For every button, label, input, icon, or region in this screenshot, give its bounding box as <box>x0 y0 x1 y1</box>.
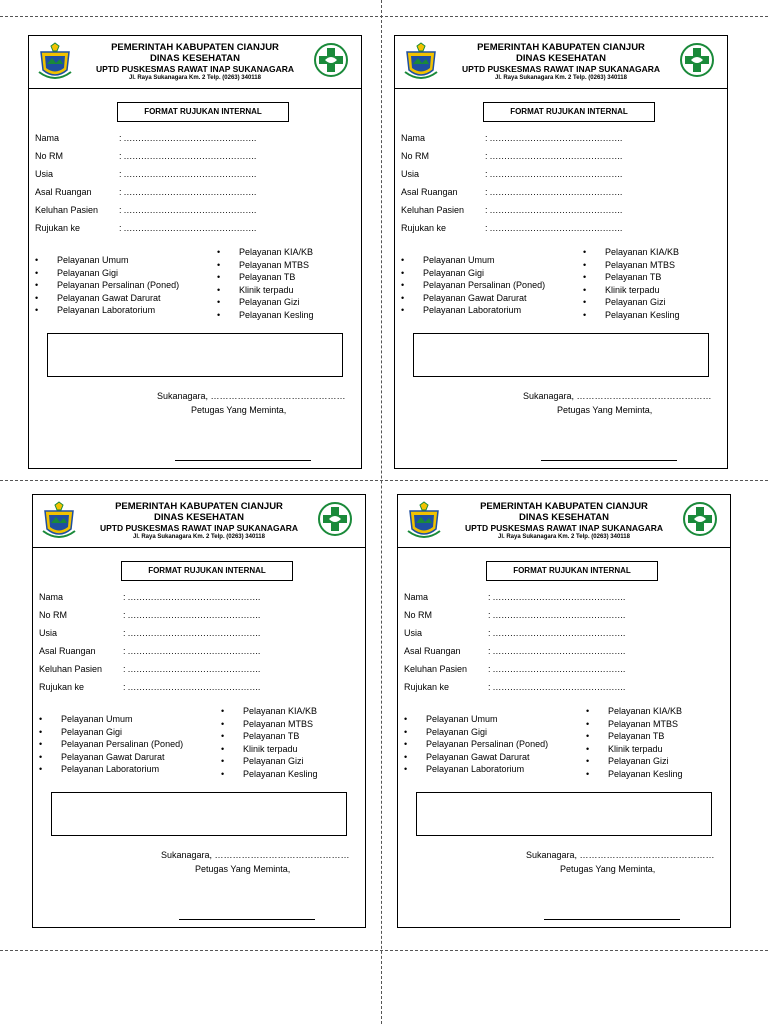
service-label: Pelayanan Laboratorium <box>423 305 522 316</box>
form-title: FORMAT RUJUKAN INTERNAL <box>121 561 293 581</box>
bullet-icon: • <box>221 706 225 716</box>
header-department: DINAS KESEHATAN <box>154 512 244 523</box>
puskesmas-logo-icon <box>682 501 718 537</box>
bullet-icon: • <box>39 764 43 775</box>
service-item <box>217 247 313 257</box>
service-label: Pelayanan Persalinan (Poned) <box>423 280 546 291</box>
service-label: Pelayanan Gawat Darurat <box>423 292 527 303</box>
referral-form-card <box>32 494 366 928</box>
service-item <box>586 706 682 716</box>
field-row <box>35 187 256 197</box>
service-item <box>583 297 666 307</box>
field-value[interactable]: : ………………………………………. <box>485 205 623 215</box>
service-item <box>401 268 484 278</box>
field-label: Keluhan Pasien <box>401 205 465 215</box>
header-department: DINAS KESEHATAN <box>516 53 606 64</box>
service-label: Pelayanan TB <box>605 272 662 283</box>
bullet-icon: • <box>586 718 590 729</box>
service-item <box>404 764 524 774</box>
bullet-icon: • <box>221 718 225 729</box>
field-value[interactable]: : ………………………………………. <box>485 187 623 197</box>
service-item <box>217 285 294 295</box>
service-label: Pelayanan Gawat Darurat <box>57 292 161 303</box>
bullet-icon: • <box>221 743 225 754</box>
service-label: Pelayanan Laboratorium <box>57 305 156 316</box>
service-item <box>586 731 664 741</box>
field-row <box>39 610 260 620</box>
field-row <box>39 592 260 602</box>
service-item <box>401 255 495 265</box>
service-label: Pelayanan Persalinan (Poned) <box>61 739 184 750</box>
service-label: Klinik terpadu <box>243 743 298 754</box>
bullet-icon: • <box>217 247 221 257</box>
field-row <box>401 151 622 161</box>
service-label: Pelayanan MTBS <box>243 718 314 729</box>
service-item <box>221 744 298 754</box>
service-item <box>583 285 660 295</box>
requester-label: Petugas Yang Meminta, <box>560 864 656 874</box>
service-item <box>35 268 118 278</box>
service-label: Pelayanan Kesling <box>239 310 314 320</box>
bullet-icon: • <box>583 297 587 308</box>
field-label: No RM <box>39 610 68 620</box>
service-label: Pelayanan TB <box>243 731 300 742</box>
bullet-icon: • <box>401 280 405 291</box>
service-item <box>217 272 295 282</box>
referral-form-card <box>28 35 362 469</box>
field-value[interactable]: : ………………………………………. <box>488 682 626 692</box>
field-value[interactable]: : ………………………………………. <box>119 169 257 179</box>
requester-label: Petugas Yang Meminta, <box>191 405 287 415</box>
bullet-icon: • <box>586 769 590 779</box>
bullet-icon: • <box>401 255 405 265</box>
field-row <box>404 592 625 602</box>
bullet-icon: • <box>217 259 221 270</box>
service-label: Pelayanan Kesling <box>243 769 318 779</box>
field-value[interactable]: : ………………………………………. <box>488 592 626 602</box>
field-value[interactable]: : ………………………………………. <box>123 682 261 692</box>
service-label: Pelayanan KIA/KB <box>605 247 680 257</box>
bullet-icon: • <box>401 267 405 278</box>
service-label: Pelayanan Kesling <box>605 310 680 320</box>
service-item <box>586 744 663 754</box>
service-label: Pelayanan Laboratorium <box>426 764 525 775</box>
middle-cut-line <box>0 480 768 481</box>
service-item <box>404 727 487 737</box>
service-item <box>221 769 318 779</box>
service-item <box>35 305 155 315</box>
bullet-icon: • <box>35 255 39 265</box>
service-item <box>217 297 300 307</box>
bullet-icon: • <box>586 743 590 754</box>
service-item <box>39 727 122 737</box>
notes-box[interactable] <box>51 792 347 836</box>
notes-box[interactable] <box>413 333 709 377</box>
form-title: FORMAT RUJUKAN INTERNAL <box>483 102 655 122</box>
service-label: Pelayanan Persalinan (Poned) <box>426 739 549 750</box>
field-label: Usia <box>35 169 54 179</box>
field-value[interactable]: : ………………………………………. <box>123 592 261 602</box>
puskesmas-logo-icon <box>317 501 353 537</box>
field-label: Asal Ruangan <box>401 187 458 197</box>
service-label: Pelayanan KIA/KB <box>239 247 314 257</box>
field-label: Usia <box>404 628 423 638</box>
bullet-icon: • <box>583 272 587 283</box>
service-label: Pelayanan KIA/KB <box>243 706 318 716</box>
form-title: FORMAT RUJUKAN INTERNAL <box>117 102 289 122</box>
bullet-icon: • <box>35 267 39 278</box>
field-label: Nama <box>39 592 64 602</box>
service-label: Pelayanan MTBS <box>239 259 310 270</box>
service-label: Klinik terpadu <box>605 284 660 295</box>
field-row <box>35 205 256 215</box>
signature-line <box>179 919 315 920</box>
service-label: Klinik terpadu <box>608 743 663 754</box>
service-item <box>39 714 133 724</box>
field-row <box>404 610 625 620</box>
service-label: Pelayanan TB <box>608 731 665 742</box>
puskesmas-logo-icon <box>313 42 349 78</box>
field-label: Keluhan Pasien <box>35 205 99 215</box>
header-address: Jl. Raya Sukanagara Km. 2 Telp. (0263) 340118 <box>133 534 265 540</box>
bottom-cut-line <box>0 950 768 951</box>
field-row <box>39 682 260 692</box>
service-label: Pelayanan Kesling <box>608 769 683 779</box>
service-label: Pelayanan TB <box>239 272 296 283</box>
service-label: Pelayanan KIA/KB <box>608 706 683 716</box>
bullet-icon: • <box>35 292 39 303</box>
field-value[interactable]: : ………………………………………. <box>123 646 261 656</box>
service-item <box>401 280 545 290</box>
field-value[interactable]: : ………………………………………. <box>123 664 261 674</box>
bullet-icon: • <box>586 731 590 742</box>
service-item <box>39 764 159 774</box>
service-item <box>39 752 165 762</box>
service-item <box>35 255 129 265</box>
field-label: Rujukan ke <box>39 682 85 692</box>
form-header <box>395 36 727 89</box>
service-label: Pelayanan Gizi <box>608 756 669 767</box>
service-item <box>221 756 304 766</box>
service-item <box>221 706 317 716</box>
place-date-line: Sukanagara, ……………………………………… <box>523 391 712 401</box>
field-row <box>404 682 625 692</box>
service-label: Pelayanan Umum <box>57 255 129 265</box>
form-header <box>398 495 730 548</box>
field-label: Usia <box>401 169 420 179</box>
service-item <box>583 260 675 270</box>
field-row <box>39 664 260 674</box>
service-label: Pelayanan Persalinan (Poned) <box>57 280 180 291</box>
top-cut-line <box>0 16 768 17</box>
field-value[interactable]: : ………………………………………. <box>488 646 626 656</box>
bullet-icon: • <box>404 764 408 775</box>
bullet-icon: • <box>221 756 225 767</box>
field-label: Keluhan Pasien <box>39 664 103 674</box>
bullet-icon: • <box>217 284 221 295</box>
field-label: Rujukan ke <box>35 223 81 233</box>
service-label: Pelayanan Umum <box>426 714 498 724</box>
field-row <box>401 223 622 233</box>
bullet-icon: • <box>217 297 221 308</box>
bullet-icon: • <box>583 284 587 295</box>
field-label: Asal Ruangan <box>404 646 461 656</box>
bullet-icon: • <box>404 714 408 724</box>
bullet-icon: • <box>39 726 43 737</box>
header-puskesmas: UPTD PUSKESMAS RAWAT INAP SUKANAGARA <box>95 64 295 74</box>
bullet-icon: • <box>217 272 221 283</box>
bullet-icon: • <box>586 756 590 767</box>
service-label: Pelayanan Gawat Darurat <box>61 751 165 762</box>
signature-line <box>175 460 311 461</box>
referral-form-card <box>394 35 728 469</box>
field-label: No RM <box>404 610 433 620</box>
requester-label: Petugas Yang Meminta, <box>557 405 653 415</box>
field-value[interactable]: : ………………………………………. <box>123 610 261 620</box>
field-row <box>35 223 256 233</box>
header-address: Jl. Raya Sukanagara Km. 2 Telp. (0263) 340118 <box>129 75 261 81</box>
service-label: Pelayanan Gigi <box>423 267 485 278</box>
field-value[interactable]: : ………………………………………. <box>485 133 623 143</box>
field-value[interactable]: : ………………………………………. <box>488 610 626 620</box>
bullet-icon: • <box>583 247 587 257</box>
place-date-line: Sukanagara, ……………………………………… <box>157 391 346 401</box>
vertical-cut-line <box>381 0 382 1024</box>
bullet-icon: • <box>217 310 221 320</box>
header-puskesmas: UPTD PUSKESMAS RAWAT INAP SUKANAGARA <box>461 64 661 74</box>
field-label: No RM <box>35 151 64 161</box>
field-row <box>401 169 622 179</box>
bullet-icon: • <box>35 305 39 316</box>
service-label: Pelayanan Laboratorium <box>61 764 160 775</box>
header-department: DINAS KESEHATAN <box>519 512 609 523</box>
header-government: PEMERINTAH KABUPATEN CIANJUR <box>111 42 279 53</box>
header-government: PEMERINTAH KABUPATEN CIANJUR <box>480 501 648 512</box>
field-row <box>404 628 625 638</box>
service-item <box>221 719 313 729</box>
place-date-line: Sukanagara, ……………………………………… <box>526 850 715 860</box>
header-puskesmas: UPTD PUSKESMAS RAWAT INAP SUKANAGARA <box>464 523 664 533</box>
service-label: Pelayanan Gizi <box>605 297 666 308</box>
field-label: Nama <box>401 133 426 143</box>
header-government: PEMERINTAH KABUPATEN CIANJUR <box>477 42 645 53</box>
service-item <box>39 739 183 749</box>
bullet-icon: • <box>404 726 408 737</box>
field-value[interactable]: : ………………………………………. <box>488 628 626 638</box>
bullet-icon: • <box>39 751 43 762</box>
service-item <box>404 739 548 749</box>
field-value[interactable]: : ………………………………………. <box>488 664 626 674</box>
field-label: Rujukan ke <box>404 682 450 692</box>
bullet-icon: • <box>39 714 43 724</box>
field-row <box>401 133 622 143</box>
field-row <box>35 151 256 161</box>
field-row <box>35 169 256 179</box>
service-label: Pelayanan Gigi <box>426 726 488 737</box>
field-value[interactable]: : ………………………………………. <box>485 169 623 179</box>
field-label: Nama <box>35 133 60 143</box>
field-label: Usia <box>39 628 58 638</box>
service-item <box>586 769 683 779</box>
form-header <box>33 495 365 548</box>
service-label: Pelayanan Umum <box>423 255 495 265</box>
service-item <box>221 731 299 741</box>
service-label: Pelayanan MTBS <box>605 259 676 270</box>
field-value[interactable]: : ………………………………………. <box>485 151 623 161</box>
field-row <box>401 205 622 215</box>
bullet-icon: • <box>583 259 587 270</box>
field-row <box>404 664 625 674</box>
bullet-icon: • <box>39 739 43 750</box>
service-label: Pelayanan Gizi <box>243 756 304 767</box>
field-label: Nama <box>404 592 429 602</box>
bullet-icon: • <box>583 310 587 320</box>
service-item <box>35 280 179 290</box>
service-item <box>35 293 161 303</box>
bullet-icon: • <box>586 706 590 716</box>
form-title: FORMAT RUJUKAN INTERNAL <box>486 561 658 581</box>
place-date-line: Sukanagara, ……………………………………… <box>161 850 350 860</box>
signature-line <box>541 460 677 461</box>
field-value[interactable]: : ………………………………………. <box>119 205 257 215</box>
field-value[interactable]: : ………………………………………. <box>485 223 623 233</box>
field-row <box>39 646 260 656</box>
field-value[interactable]: : ………………………………………. <box>123 628 261 638</box>
service-item <box>583 272 661 282</box>
service-label: Pelayanan Gawat Darurat <box>426 751 530 762</box>
service-label: Pelayanan Gigi <box>57 267 119 278</box>
field-label: Keluhan Pasien <box>404 664 468 674</box>
field-row <box>39 628 260 638</box>
requester-label: Petugas Yang Meminta, <box>195 864 291 874</box>
header-puskesmas: UPTD PUSKESMAS RAWAT INAP SUKANAGARA <box>99 523 299 533</box>
notes-box[interactable] <box>47 333 343 377</box>
referral-form-card <box>397 494 731 928</box>
service-item <box>404 714 498 724</box>
field-label: No RM <box>401 151 430 161</box>
field-label: Asal Ruangan <box>39 646 96 656</box>
field-value[interactable]: : ………………………………………. <box>119 151 257 161</box>
service-label: Klinik terpadu <box>239 284 294 295</box>
field-label: Asal Ruangan <box>35 187 92 197</box>
bullet-icon: • <box>401 305 405 316</box>
service-label: Pelayanan Umum <box>61 714 133 724</box>
bullet-icon: • <box>404 751 408 762</box>
service-label: Pelayanan Gigi <box>61 726 123 737</box>
service-item <box>401 305 521 315</box>
service-label: Pelayanan Gizi <box>239 297 300 308</box>
header-address: Jl. Raya Sukanagara Km. 2 Telp. (0263) 340118 <box>498 534 630 540</box>
header-department: DINAS KESEHATAN <box>150 53 240 64</box>
service-item <box>217 260 309 270</box>
bullet-icon: • <box>401 292 405 303</box>
service-item <box>583 310 680 320</box>
header-government: PEMERINTAH KABUPATEN CIANJUR <box>115 501 283 512</box>
service-item <box>217 310 314 320</box>
bullet-icon: • <box>404 739 408 750</box>
field-value[interactable]: : ………………………………………. <box>119 187 257 197</box>
field-label: Rujukan ke <box>401 223 447 233</box>
service-label: Pelayanan MTBS <box>608 718 679 729</box>
service-item <box>404 752 530 762</box>
form-header <box>29 36 361 89</box>
bullet-icon: • <box>35 280 39 291</box>
field-row <box>404 646 625 656</box>
service-item <box>586 756 669 766</box>
bullet-icon: • <box>221 769 225 779</box>
field-value[interactable]: : ………………………………………. <box>119 223 257 233</box>
service-item <box>401 293 527 303</box>
notes-box[interactable] <box>416 792 712 836</box>
header-address: Jl. Raya Sukanagara Km. 2 Telp. (0263) 340118 <box>495 75 627 81</box>
signature-line <box>544 919 680 920</box>
field-row <box>401 187 622 197</box>
service-item <box>586 719 678 729</box>
puskesmas-logo-icon <box>679 42 715 78</box>
field-row <box>35 133 256 143</box>
service-item <box>583 247 679 257</box>
bullet-icon: • <box>221 731 225 742</box>
field-value[interactable]: : ………………………………………. <box>119 133 257 143</box>
